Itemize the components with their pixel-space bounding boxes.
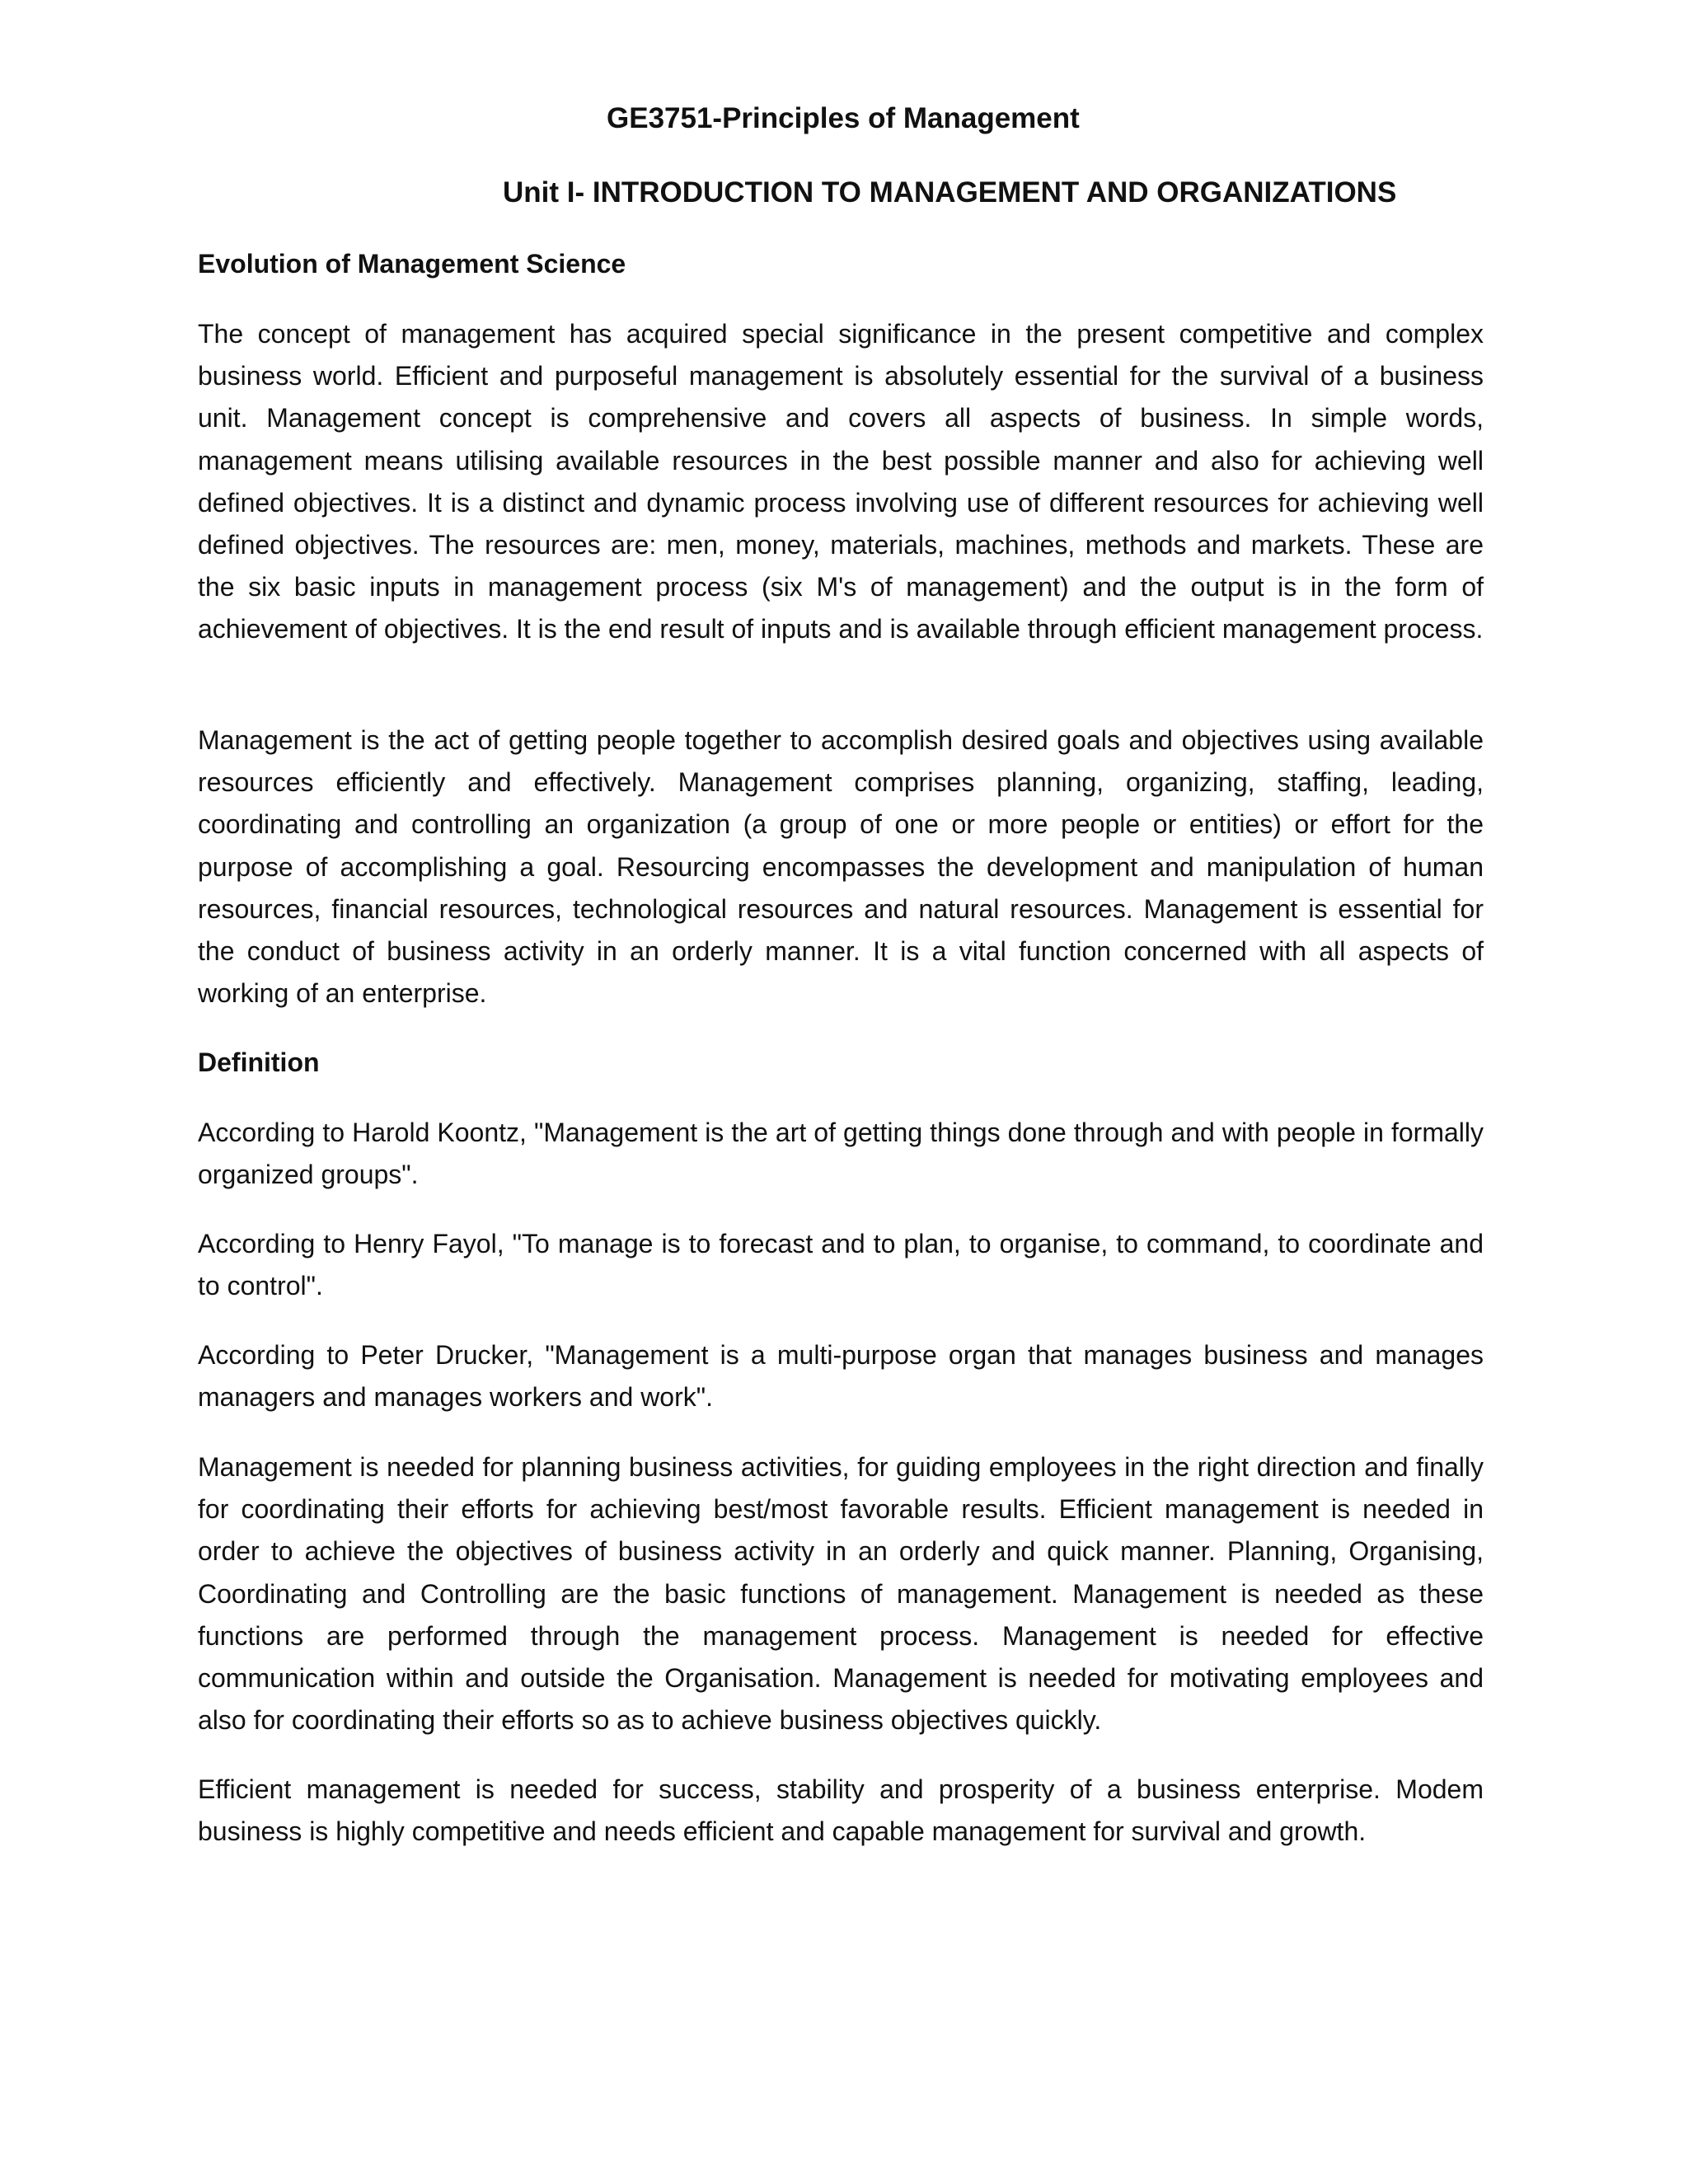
paragraph-efficient-management: Efficient management is needed for success, stability and prosperity of a business enterprise. Modem business is highly competitive and needs efficient and capable management for survival and growth. bbox=[198, 1774, 1484, 1847]
course-title: GE3751-Principles of Management bbox=[607, 102, 1080, 134]
paragraph-definition-drucker: According to Peter Drucker, "Management is a multi-purpose organ that manages business and manages managers and manages workers and work". bbox=[198, 1340, 1484, 1413]
unit-title: Unit I- INTRODUCTION TO MANAGEMENT AND ORGANIZATIONS bbox=[503, 176, 1397, 209]
paragraph-need-for-management: Management is needed for planning business activities, for guiding employees in the right direction and finally for coordinating their efforts for achieving best/most favorable results. Efficient management is needed in order to achieve the objectives of business activity in an orderly and quick manner. Planning, Organising, Coordinating and Controlling are the basic functions of management. Management is needed as these functions are performed through the management process. Management is needed for effective communication within and outside the Organisation. Management is needed for motivating employees and also for coordinating their efforts so as to achieve business objectives quickly. bbox=[198, 1452, 1484, 1736]
section-heading-definition: Definition bbox=[198, 1047, 320, 1077]
paragraph-evolution-1: The concept of management has acquired special significance in the present competitive and complex business world. Efficient and purposeful management is absolutely essential for the survival of a business unit. Management concept is comprehensive and covers all aspects of business. In simple words, management means utilising available resources in the best possible manner and also for achieving well defined objectives. It is a distinct and dynamic process involving use of different resources for achieving well defined objectives. The resources are: men, money, materials, machines, methods and markets. These are the six basic inputs in management process (six M's of management) and the output is in the form of achievement of objectives. It is the end result of inputs and is available through efficient management process. bbox=[198, 319, 1484, 644]
paragraph-definition-fayol: According to Henry Fayol, "To manage is to forecast and to plan, to organise, to command, to coordinate and to control". bbox=[198, 1229, 1484, 1301]
section-heading-evolution: Evolution of Management Science bbox=[198, 249, 626, 279]
paragraph-evolution-2: Management is the act of getting people together to accomplish desired goals and objectives using available resources efficiently and effectively. Management comprises planning, organizing, staffing, leading, coordinating and controlling an organization (a group of one or more people or entities) or effort for the purpose of accomplishing a goal. Resourcing encompasses the development and manipulation of human resources, financial resources, technological resources and natural resources. Management is essential for the conduct of business activity in an orderly manner. It is a vital function concerned with all aspects of working of an enterprise. bbox=[198, 725, 1484, 1009]
paragraph-definition-koontz: According to Harold Koontz, "Management is the art of getting things done through and with people in formally organized groups". bbox=[198, 1118, 1484, 1190]
